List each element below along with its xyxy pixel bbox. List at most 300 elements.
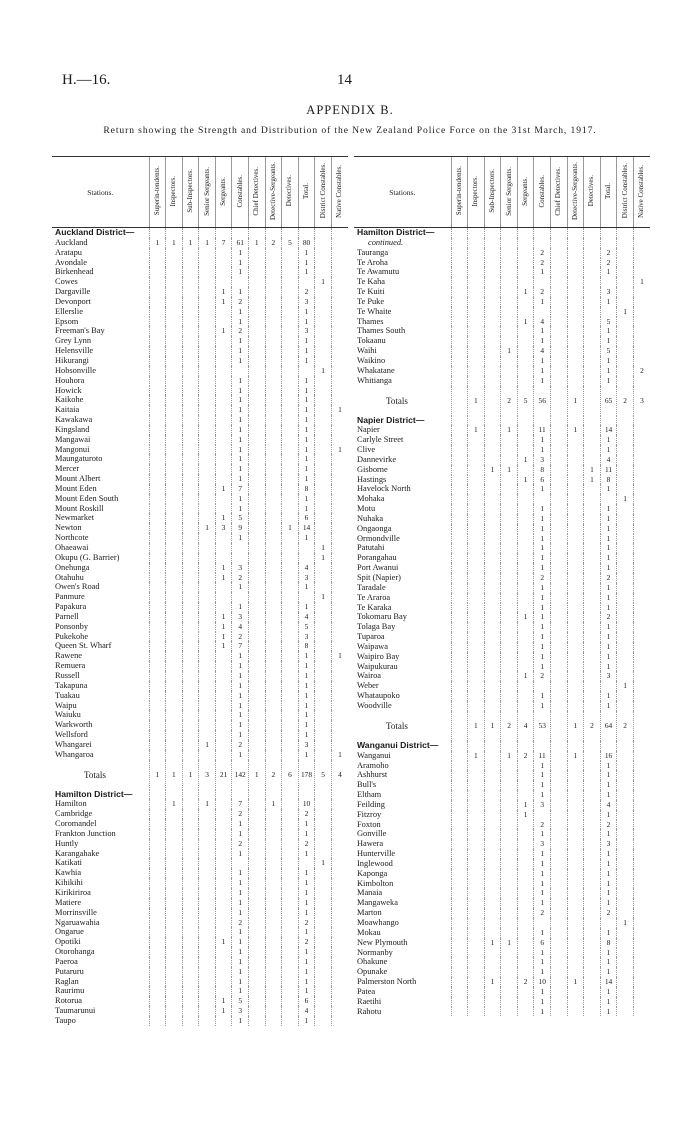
cell-value: 1 [215, 573, 232, 583]
cell-value: 1 [534, 967, 551, 977]
station-name: Hobsonville [55, 365, 96, 375]
cell-value [248, 918, 265, 928]
cell-value [331, 395, 348, 405]
cell-value [567, 820, 584, 830]
cell-value [550, 642, 567, 652]
cell-value: 61 [232, 238, 249, 248]
cell-value [484, 820, 501, 830]
table-row [354, 810, 650, 820]
header-stations: Stations. [354, 157, 451, 228]
cell-value [199, 228, 216, 238]
cell-value [182, 710, 199, 720]
cell-value [282, 977, 299, 987]
cell-value [182, 819, 199, 829]
cell-value [451, 416, 468, 426]
cell-value [248, 513, 265, 523]
cell-value [166, 967, 183, 977]
cell-value: 1 [232, 494, 249, 504]
cell-value [451, 908, 468, 918]
column-header: Native Constables. [633, 157, 650, 228]
cell-value: 3 [199, 760, 216, 790]
cell-value [567, 465, 584, 475]
cell-value [617, 346, 634, 356]
cell-value [248, 868, 265, 878]
table-row [354, 701, 650, 711]
cell-value [331, 287, 348, 297]
cell-value: 6 [298, 996, 315, 1006]
cell-value [282, 376, 299, 386]
cell-value [282, 1006, 299, 1016]
cell-value [149, 317, 166, 327]
cell-value: 1 [215, 484, 232, 494]
table-row [52, 927, 348, 937]
cell-value [468, 484, 485, 494]
cell-value [501, 662, 518, 672]
cell-value [550, 711, 567, 741]
cell-value [567, 898, 584, 908]
cell-value: 1 [600, 484, 617, 494]
cell-value: 1 [232, 849, 249, 859]
cell-value [451, 662, 468, 672]
cell-value [149, 405, 166, 415]
cell-value [517, 741, 534, 751]
district-heading [354, 416, 650, 426]
cell-value [282, 533, 299, 543]
cell-value [451, 543, 468, 553]
cell-value [282, 297, 299, 307]
cell-value [182, 287, 199, 297]
cell-value [617, 593, 634, 603]
cell-value [331, 701, 348, 711]
table-row [354, 770, 650, 780]
cell-value [315, 582, 332, 592]
cell-value [501, 622, 518, 632]
cell-value [248, 386, 265, 396]
cell-value: 1 [600, 761, 617, 771]
cell-value [248, 415, 265, 425]
cell-value [517, 1007, 534, 1017]
cell-value [451, 671, 468, 681]
table-row [354, 859, 650, 869]
table-row [52, 317, 348, 327]
cell-value: 14 [600, 977, 617, 987]
cell-value [584, 908, 601, 918]
station-name: Morrinsville [55, 907, 97, 917]
cell-value: 5 [298, 622, 315, 632]
cell-value: 1 [331, 750, 348, 760]
column-header: Detectives. [584, 157, 601, 228]
station-name: Mount Roskill [55, 503, 104, 513]
cell-value [265, 671, 282, 681]
cell-value [215, 267, 232, 277]
cell-value [451, 356, 468, 366]
cell-value [501, 967, 518, 977]
cell-value [468, 671, 485, 681]
cell-value [633, 593, 650, 603]
cell-value [248, 799, 265, 809]
cell-value [451, 810, 468, 820]
cell-value [484, 603, 501, 613]
cell-value [166, 454, 183, 464]
station-name: Putaruru [55, 966, 84, 976]
cell-value [550, 228, 567, 238]
cell-value: 1 [600, 514, 617, 524]
cell-value [282, 435, 299, 445]
cell-value [484, 918, 501, 928]
cell-value [282, 553, 299, 563]
cell-value: 1 [501, 751, 518, 761]
cell-value: 2 [617, 711, 634, 741]
cell-value [501, 632, 518, 642]
cell-value [315, 376, 332, 386]
cell-value: 1 [600, 898, 617, 908]
station-name: Woodville [357, 700, 392, 710]
cell-value [567, 267, 584, 277]
cell-value [517, 494, 534, 504]
cell-value: 1 [232, 474, 249, 484]
table-row [354, 553, 650, 563]
cell-value [451, 1007, 468, 1017]
cell-value [550, 435, 567, 445]
cell-value [248, 435, 265, 445]
cell-value [166, 592, 183, 602]
cell-value [584, 445, 601, 455]
cell-value [617, 879, 634, 889]
cell-value [215, 849, 232, 859]
cell-value [584, 346, 601, 356]
station-name: Tuakau [55, 690, 80, 700]
station-name: Russell [55, 670, 80, 680]
cell-value [315, 641, 332, 651]
cell-value [567, 810, 584, 820]
station-name: Ponsonby [55, 621, 89, 631]
cell-value [215, 927, 232, 937]
cell-value [633, 258, 650, 268]
table-row [354, 829, 650, 839]
cell-value [567, 317, 584, 327]
cell-value [484, 238, 501, 248]
cell-value [149, 307, 166, 317]
cell-value: 1 [600, 888, 617, 898]
cell-value [468, 681, 485, 691]
cell-value: 1 [232, 425, 249, 435]
cell-value: 1 [617, 494, 634, 504]
cell-value [517, 622, 534, 632]
cell-value: 1 [298, 582, 315, 592]
cell-value: 1 [298, 908, 315, 918]
cell-value [617, 741, 634, 751]
cell-value [315, 464, 332, 474]
cell-value [232, 228, 249, 238]
cell-value [468, 800, 485, 810]
cell-value [567, 987, 584, 997]
cell-value [282, 849, 299, 859]
cell-value [248, 376, 265, 386]
cell-value [182, 602, 199, 612]
cell-value [550, 681, 567, 691]
station-name: Normanby [357, 947, 393, 957]
cell-value [282, 454, 299, 464]
table-row [354, 671, 650, 681]
cell-value: 1 [600, 524, 617, 534]
column-header: Sub-Inspectors. [484, 157, 501, 228]
cell-value [501, 543, 518, 553]
cell-value: 1 [232, 504, 249, 514]
cell-value [149, 641, 166, 651]
cell-value: 1 [534, 632, 551, 642]
cell-value [501, 780, 518, 790]
cell-value [517, 356, 534, 366]
cell-value: 1 [484, 938, 501, 948]
cell-value [550, 573, 567, 583]
cell-value: 1 [600, 957, 617, 967]
cell-value [331, 425, 348, 435]
cell-value [517, 346, 534, 356]
cell-value: 1 [298, 720, 315, 730]
cell-value [484, 751, 501, 761]
cell-value [451, 691, 468, 701]
cell-value [567, 494, 584, 504]
cell-value [199, 612, 216, 622]
cell-value: 1 [298, 267, 315, 277]
cell-value [617, 543, 634, 553]
cell-value [584, 859, 601, 869]
cell-value [550, 662, 567, 672]
cell-value: 8 [534, 465, 551, 475]
cell-value [265, 425, 282, 435]
cell-value [149, 543, 166, 553]
cell-value [617, 790, 634, 800]
table-row [52, 592, 348, 602]
cell-value [149, 326, 166, 336]
cell-value [501, 317, 518, 327]
cell-value [633, 967, 650, 977]
cell-value: 1 [298, 336, 315, 346]
cell-value: 1 [534, 701, 551, 711]
cell-value [182, 435, 199, 445]
cell-value [501, 455, 518, 465]
cell-value [315, 868, 332, 878]
cell-value: 2 [298, 287, 315, 297]
cell-value [517, 761, 534, 771]
cell-value [199, 710, 216, 720]
table-row [354, 977, 650, 987]
cell-value: 1 [298, 445, 315, 455]
cell-value [331, 494, 348, 504]
cell-value [617, 317, 634, 327]
station-name: Tokaanu [357, 336, 386, 346]
cell-value [182, 661, 199, 671]
cell-value: 1 [298, 651, 315, 661]
table-row [354, 888, 650, 898]
cell-value [617, 761, 634, 771]
station-name: Northcote [55, 533, 89, 543]
cell-value [315, 927, 332, 937]
cell-value: 2 [232, 297, 249, 307]
cell-value [166, 671, 183, 681]
cell-value [617, 583, 634, 593]
cell-value [215, 681, 232, 691]
cell-value [282, 346, 299, 356]
cell-value [282, 267, 299, 277]
table-row [52, 622, 348, 632]
cell-value [517, 938, 534, 948]
cell-value [265, 267, 282, 277]
cell-value [199, 819, 216, 829]
cell-value [182, 573, 199, 583]
cell-value: 1 [232, 582, 249, 592]
cell-value [298, 553, 315, 563]
cell-value [215, 750, 232, 760]
cell-value [617, 326, 634, 336]
table-row [52, 661, 348, 671]
cell-value [484, 908, 501, 918]
cell-value [282, 445, 299, 455]
station-name: Havelock North [357, 484, 411, 494]
cell-value [331, 641, 348, 651]
cell-value [232, 592, 249, 602]
cell-value [315, 307, 332, 317]
cell-value [501, 908, 518, 918]
cell-value [265, 356, 282, 366]
cell-value [584, 938, 601, 948]
cell-value [451, 504, 468, 514]
cell-value [517, 326, 534, 336]
cell-value [633, 898, 650, 908]
cell-value [182, 977, 199, 987]
cell-value [484, 524, 501, 534]
cell-value [166, 474, 183, 484]
cell-value [584, 603, 601, 613]
cell-value: 1 [534, 770, 551, 780]
cell-value [331, 464, 348, 474]
table-row [354, 514, 650, 524]
cell-value [149, 671, 166, 681]
cell-value: 2 [517, 751, 534, 761]
cell-value [315, 494, 332, 504]
cell-value [215, 376, 232, 386]
cell-value [248, 287, 265, 297]
cell-value [166, 790, 183, 800]
cell-value [484, 376, 501, 386]
cell-value [149, 750, 166, 760]
cell-value [517, 258, 534, 268]
cell-value: 1 [600, 603, 617, 613]
table-row [354, 504, 650, 514]
cell-value [166, 868, 183, 878]
cell-value [166, 986, 183, 996]
cell-value [501, 859, 518, 869]
cell-value: 2 [298, 839, 315, 849]
cell-value [315, 701, 332, 711]
cell-value [248, 267, 265, 277]
cell-value [331, 533, 348, 543]
cell-value [451, 484, 468, 494]
cell-value: 1 [298, 888, 315, 898]
cell-value [298, 543, 315, 553]
cell-value: 1 [298, 415, 315, 425]
cell-value [501, 514, 518, 524]
cell-value [633, 307, 650, 317]
cell-value [331, 553, 348, 563]
cell-value [517, 416, 534, 426]
cell-value [282, 386, 299, 396]
cell-value [331, 484, 348, 494]
cell-value [215, 898, 232, 908]
cell-value [584, 810, 601, 820]
cell-value [149, 267, 166, 277]
cell-value [501, 504, 518, 514]
cell-value [501, 701, 518, 711]
cell-value [149, 395, 166, 405]
table-row [52, 307, 348, 317]
cell-value [265, 967, 282, 977]
cell-value [248, 326, 265, 336]
cell-value [182, 671, 199, 681]
cell-value: 1 [298, 258, 315, 268]
table-row [354, 642, 650, 652]
cell-value: 1 [298, 405, 315, 415]
cell-value [484, 691, 501, 701]
cell-value: 2 [534, 671, 551, 681]
cell-value [282, 307, 299, 317]
cell-value: 1 [298, 602, 315, 612]
cell-value [633, 820, 650, 830]
station-name: Fitzroy [357, 809, 382, 819]
cell-value [265, 454, 282, 464]
cell-value [315, 533, 332, 543]
cell-value [501, 810, 518, 820]
cell-value [584, 267, 601, 277]
cell-value [550, 287, 567, 297]
cell-value: 1 [182, 238, 199, 248]
cell-value [331, 740, 348, 750]
cell-value [567, 622, 584, 632]
station-name: Hamilton [55, 799, 87, 809]
table-row [52, 858, 348, 868]
station-name: Ellerslie [55, 306, 83, 316]
cell-value [567, 326, 584, 336]
column-header: Senior Sergeants. [501, 157, 518, 228]
station-name: Waipu [55, 700, 77, 710]
cell-value [617, 1007, 634, 1017]
cell-value: 4 [600, 800, 617, 810]
station-name: Hunterville [357, 849, 396, 859]
cell-value: 1 [534, 524, 551, 534]
cell-value: 4 [517, 711, 534, 741]
cell-value [567, 741, 584, 751]
cell-value [451, 898, 468, 908]
station-name: Waihi [357, 346, 377, 356]
cell-value [215, 405, 232, 415]
cell-value [182, 918, 199, 928]
page-number: 14 [337, 72, 352, 88]
cell-value: 1 [315, 592, 332, 602]
cell-value [468, 849, 485, 859]
cell-value [215, 661, 232, 671]
cell-value [584, 573, 601, 583]
cell-value [331, 504, 348, 514]
cell-value [617, 987, 634, 997]
cell-value [166, 888, 183, 898]
cell-value: 4 [600, 455, 617, 465]
station-name: Mangonui [55, 444, 90, 454]
table-row [354, 603, 650, 613]
cell-value [215, 474, 232, 484]
table-row [354, 465, 650, 475]
cell-value [248, 425, 265, 435]
cell-value [149, 464, 166, 474]
